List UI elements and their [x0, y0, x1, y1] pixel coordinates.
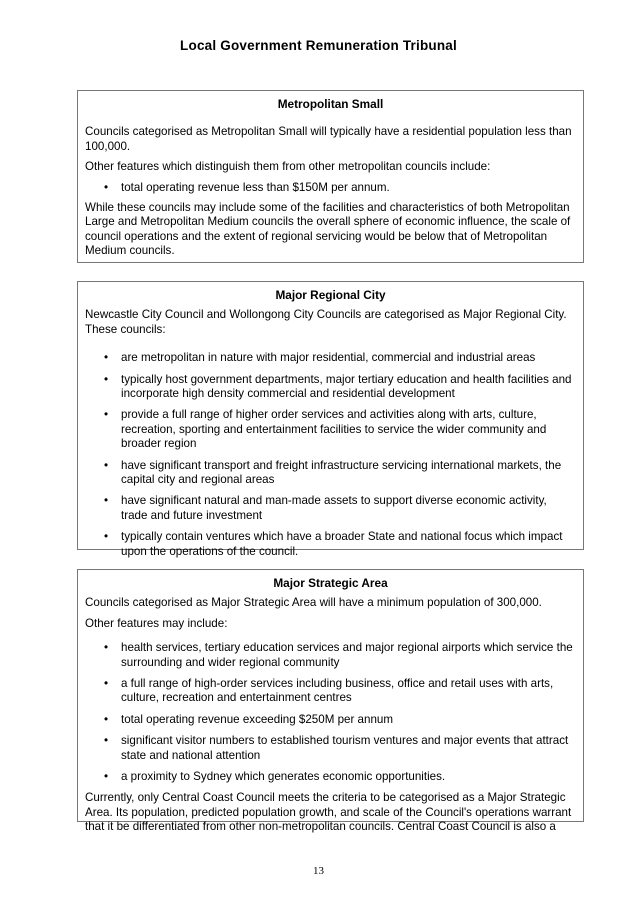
bullet-icon: • — [104, 770, 109, 784]
features-intro: Other features which distinguish them from other metropolitan councils include: — [85, 160, 491, 174]
bullet-list — [85, 343, 576, 559]
list-item: • a full range of high-order services including business, office and retail uses with arts, culture, recreation and entertainment centres — [104, 677, 554, 705]
list-item: • significant visitor numbers to established tourism ventures and major events that attract state and national attention — [104, 734, 569, 762]
major-regional-city-box — [77, 281, 584, 558]
section-heading: Major Strategic Area — [273, 576, 388, 590]
list-item: • provide a full range of higher order services and activities along with arts, culture, recreation, sporting and entertainment facilities to service the wider community and broader region — [104, 408, 547, 451]
bullet-icon: • — [104, 677, 109, 691]
bullet-icon: • — [104, 530, 109, 544]
section-heading: Major Regional City — [275, 288, 386, 302]
intro-paragraph: Newcastle City Council and Wollongong City Councils are categorised as Major Regional City. These councils: — [85, 308, 567, 336]
page-header-title: Local Government Remuneration Tribunal — [180, 38, 457, 53]
list-item: • typically host government departments, major tertiary education and health facilities and incorporate high density commercial and residential development — [104, 372, 572, 401]
closing-paragraph: While these councils may include some of the facilities and characteristics of both Metropolitan Large and Metropolitan Medium councils the overall sphere of economic influence, the scale of council operations and the extent of regional servicing would be below that of Metropolitan Medium councils. — [85, 201, 571, 258]
list-item: • a proximity to Sydney which generates economic opportunities. — [104, 770, 446, 784]
major-strategic-area-box — [77, 569, 584, 834]
bullet-icon: • — [104, 180, 109, 194]
bullet-icon: • — [104, 641, 109, 655]
features-intro: Other features may include: — [85, 616, 228, 630]
closing-paragraph: Currently, only Central Coast Council meets the criteria to be categorised as a Major Strategic Area. Its population, predicted population growth, and scale of the Council's operations warrant that it be differentiated from other non-metropolitan councils. Central Coast Council is also a — [85, 791, 572, 834]
list-item: • have significant natural and man-made assets to support diverse economic activity, trade and future investment — [104, 494, 547, 522]
bullet-icon: • — [104, 734, 109, 748]
bullet-icon: • — [104, 351, 109, 365]
page-number: 13 — [313, 865, 324, 877]
bullet-icon: • — [104, 372, 109, 386]
bullet-icon: • — [104, 712, 109, 726]
list-item: • total operating revenue exceeding $250M per annum — [104, 712, 393, 726]
section-heading: Metropolitan Small — [277, 97, 384, 111]
list-item: • total operating revenue less than $150M per annum. — [104, 180, 390, 194]
metropolitan-small-box — [77, 90, 584, 263]
bullet-icon: • — [104, 408, 109, 422]
list-item: • have significant transport and freight infrastructure servicing international markets, the capital city and regional areas — [104, 458, 562, 487]
list-item: • are metropolitan in nature with major residential, commercial and industrial areas — [104, 351, 536, 365]
list-item: • health services, tertiary education services and major regional airports which service the surrounding and wider regional community — [104, 641, 573, 669]
bullet-icon: • — [104, 458, 109, 472]
bullet-list — [85, 637, 576, 784]
bullet-list — [85, 181, 576, 195]
intro-paragraph: Councils categorised as Metropolitan Small will typically have a residential population less than 100,000. — [85, 125, 572, 153]
intro-paragraph: Councils categorised as Major Strategic Area will have a minimum population of 300,000. — [85, 596, 542, 610]
list-item: • typically contain ventures which have a broader State and national focus which impact upon the operations of the council. — [104, 530, 563, 558]
bullet-icon: • — [104, 494, 109, 508]
